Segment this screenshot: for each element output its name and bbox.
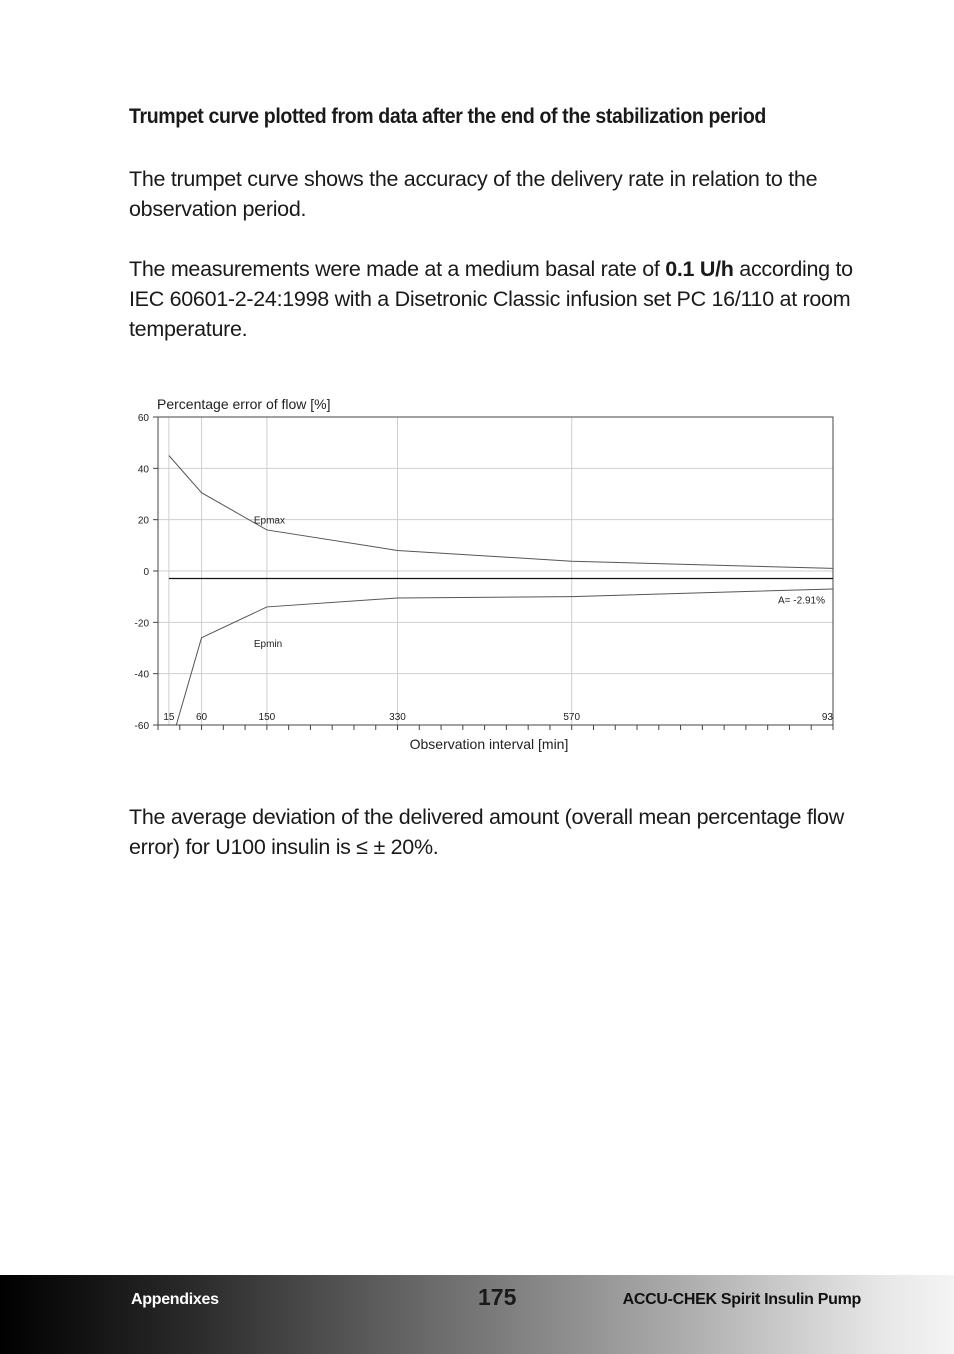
y-tick-label: -60 (134, 721, 149, 732)
y-axis-label: Percentage error of flow [%] (157, 396, 331, 412)
x-axis-ticks (158, 712, 833, 730)
x-axis-label: Observation interval [min] (409, 736, 569, 752)
series-label-epmin: Epmin (253, 638, 283, 650)
average-deviation-paragraph: The average deviation of the delivered amount (overall mean percentage flow error) for U100 insulin is ≤ ± 20%. (129, 805, 844, 859)
intro-paragraph: The trumpet curve shows the accuracy of the delivery rate in relation to the observation period. (129, 167, 818, 221)
measurement-text-start: The measurements were made at a medium basal rate of (129, 257, 666, 281)
x-tick-label: 93 (821, 712, 833, 723)
y-tick-label: 40 (137, 464, 149, 476)
chart-series (169, 455, 833, 750)
measurement-paragraph (129, 254, 889, 344)
y-axis-ticks (135, 413, 158, 732)
y-tick-label: 60 (137, 413, 149, 424)
x-tick-label: 330 (389, 712, 406, 723)
y-tick-label: 20 (137, 515, 149, 527)
footer-section: Appendixes (131, 1291, 219, 1308)
x-tick-label: 150 (258, 712, 276, 723)
series-lines (169, 455, 833, 750)
series-line-epmax (169, 456, 833, 569)
page-number: 175 (478, 1284, 517, 1310)
basal-rate-value: 0.1 U/h (665, 257, 734, 281)
measurement-text-end: according to IEC 60601-2-24:1998 with a Disetronic Classic infusion set PC 16/110 at room temperature. (129, 257, 853, 341)
x-tick-label: 15 (163, 712, 175, 723)
footer-product: ACCU-CHEK Spirit Insulin Pump (622, 1291, 861, 1308)
chart-grid (158, 417, 833, 725)
page-footer (0, 1275, 954, 1354)
mean-line-label: A= -2.91% (778, 595, 825, 607)
trumpet-curve-chart (0, 380, 954, 770)
y-tick-label: -20 (134, 618, 149, 630)
x-tick-label: 60 (195, 712, 208, 723)
y-tick-label: -40 (134, 669, 149, 681)
series-label-epmax: Epmax (253, 515, 285, 527)
section-heading: Trumpet curve plotted from data after the end of the stabilization period (129, 105, 766, 128)
x-tick-label: 570 (563, 712, 581, 723)
series-line-epmin (169, 589, 833, 751)
y-tick-label: 0 (143, 567, 149, 578)
